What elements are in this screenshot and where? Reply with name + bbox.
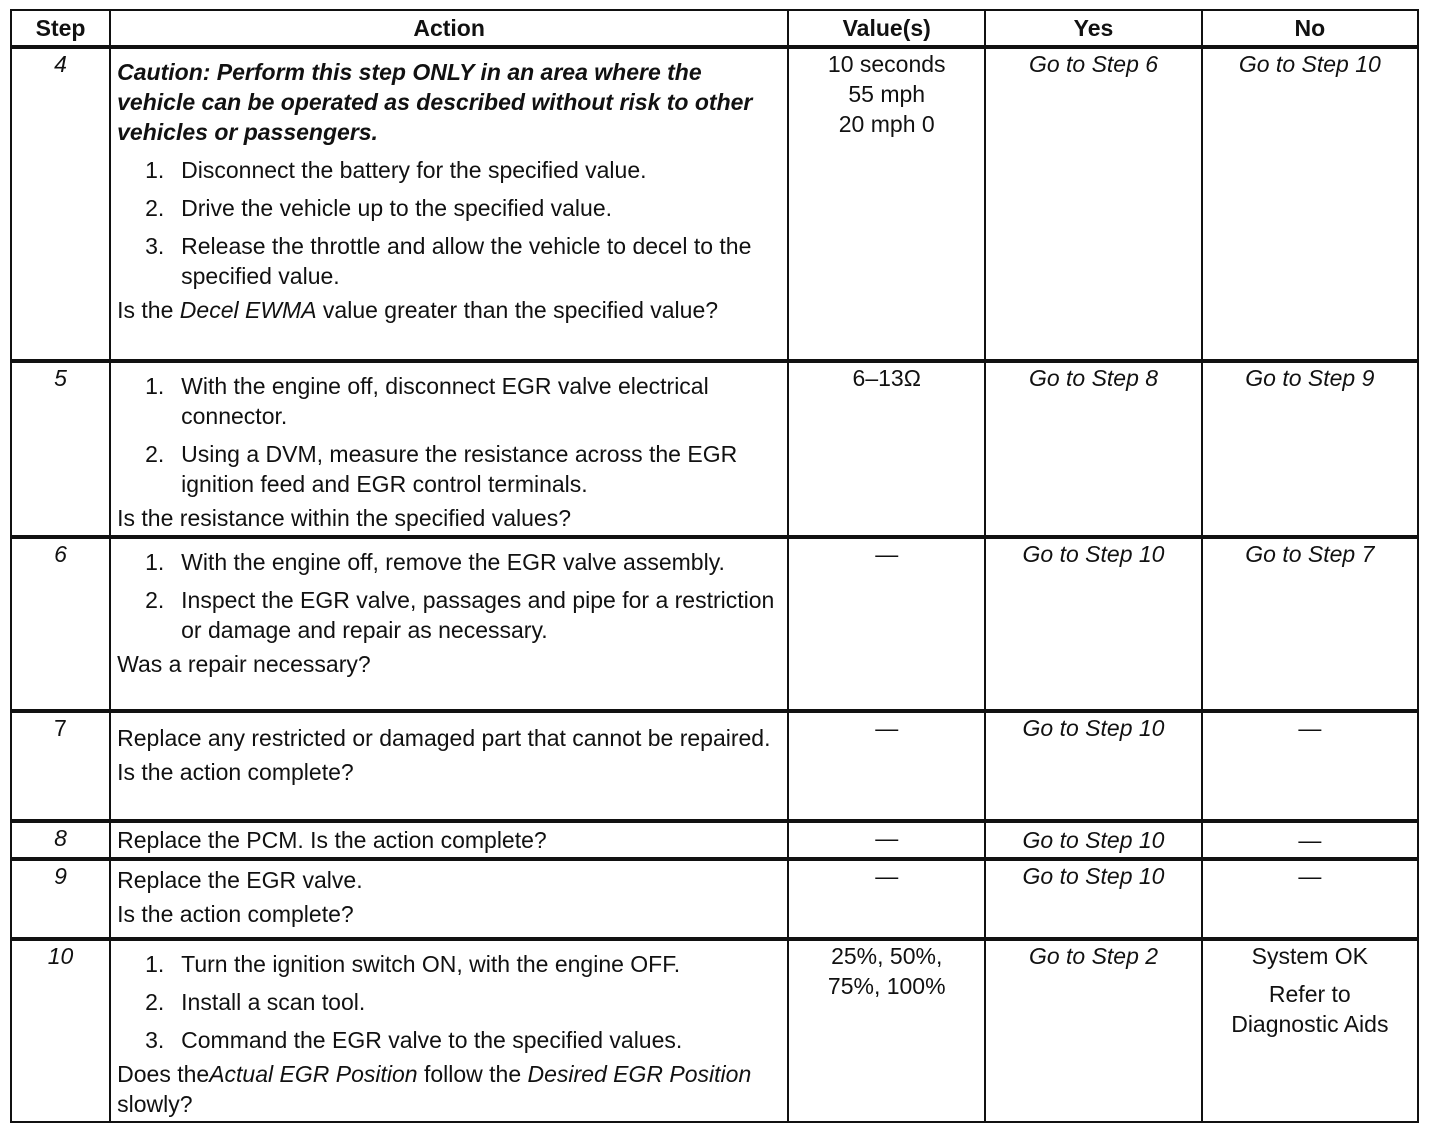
header-yes: Yes — [985, 10, 1201, 47]
table-row — [11, 859, 1418, 939]
yes-cell: Go to Step 10 — [985, 859, 1201, 939]
action-step-item: 1. Turn the ignition switch ON, with the engine OFF. — [145, 951, 681, 977]
header-values: Value(s) — [788, 10, 985, 47]
step-number: 4 — [11, 47, 110, 361]
table-row — [11, 821, 1418, 859]
action-question: Is the action complete? — [117, 759, 354, 785]
value-cell: 25%, 50%, 75%, 100% — [788, 939, 985, 1122]
table-row — [11, 939, 1418, 1122]
header-row — [11, 10, 1418, 47]
action-cell — [110, 859, 788, 939]
yes-cell: Go to Step 10 — [985, 711, 1201, 821]
yes-cell: Go to Step 10 — [985, 821, 1201, 859]
step-number: 5 — [11, 361, 110, 537]
action-question: Is the action complete? — [117, 901, 354, 927]
header-action: Action — [110, 10, 788, 47]
action-cell — [110, 711, 788, 821]
action-steps — [117, 155, 781, 291]
yes-cell: Go to Step 8 — [985, 361, 1201, 537]
no-cell: Go to Step 7 — [1202, 537, 1418, 711]
action-cell: Replace the PCM. Is the action complete? — [110, 821, 788, 859]
action-cell — [110, 361, 788, 537]
step-number: 6 — [11, 537, 110, 711]
value-cell: — — [788, 537, 985, 711]
header-no: No — [1202, 10, 1418, 47]
no-cell: Go to Step 9 — [1202, 361, 1418, 537]
value-cell: 6–13Ω — [788, 361, 985, 537]
value-cell: — — [788, 821, 985, 859]
no-cell: — — [1202, 711, 1418, 821]
step-number: 7 — [11, 711, 110, 821]
yes-cell: Go to Step 10 — [985, 537, 1201, 711]
action-step-item: 2. Drive the vehicle up to the specified value. — [145, 195, 612, 221]
action-steps — [117, 547, 781, 645]
table-row — [11, 711, 1418, 821]
action-cell — [110, 537, 788, 711]
action-step-item: 1. Disconnect the battery for the specified value. — [145, 157, 647, 183]
action-step-item: 3. Command the EGR valve to the specified values. — [145, 1027, 683, 1053]
action-step-item: 1. With the engine off, remove the EGR valve assembly. — [145, 549, 725, 575]
yes-cell: Go to Step 2 — [985, 939, 1201, 1122]
action-text: Replace the EGR valve. — [117, 867, 363, 893]
no-cell: — — [1202, 821, 1418, 859]
step-number: 8 — [11, 821, 110, 859]
no-cell: Go to Step 10 — [1202, 47, 1418, 361]
diagnostic-table — [10, 9, 1419, 1123]
action-question: Is the resistance within the specified values? — [117, 505, 571, 531]
action-cell — [110, 939, 788, 1122]
action-question: Does theActual EGR Position follow the Desired EGR Position slowly? — [117, 1061, 752, 1117]
no-cell: — — [1202, 859, 1418, 939]
action-cell — [110, 47, 788, 361]
table-row — [11, 361, 1418, 537]
action-step-item: 2. Install a scan tool. — [145, 989, 366, 1015]
action-step-item: 2. Using a DVM, measure the resistance across the EGR ignition feed and EGR control terminals. — [145, 441, 738, 497]
action-text: Replace any restricted or damaged part that cannot be repaired. — [117, 725, 771, 751]
caution-text: Caution: Perform this step ONLY in an area where the vehicle can be operated as described without risk to other vehicles or passengers. — [117, 59, 753, 145]
value-cell: — — [788, 711, 985, 821]
action-steps — [117, 371, 781, 499]
action-question: Was a repair necessary? — [117, 651, 371, 677]
action-step-item: 2. Inspect the EGR valve, passages and pipe for a restriction or damage and repair as necessary. — [145, 587, 775, 643]
action-step-item: 3. Release the throttle and allow the vehicle to decel to the specified value. — [145, 233, 752, 289]
step-number: 9 — [11, 859, 110, 939]
action-steps — [117, 949, 781, 1055]
header-step: Step — [11, 10, 110, 47]
value-cell: 10 seconds 55 mph 20 mph 0 — [788, 47, 985, 361]
table-row — [11, 47, 1418, 361]
step-number: 10 — [11, 939, 110, 1122]
yes-cell: Go to Step 6 — [985, 47, 1201, 361]
table-row — [11, 537, 1418, 711]
action-step-item: 1. With the engine off, disconnect EGR valve electrical connector. — [145, 373, 709, 429]
no-cell: System OK Refer to Diagnostic Aids — [1202, 939, 1418, 1122]
action-question: Is the Decel EWMA value greater than the specified value? — [117, 297, 719, 323]
value-cell: — — [788, 859, 985, 939]
